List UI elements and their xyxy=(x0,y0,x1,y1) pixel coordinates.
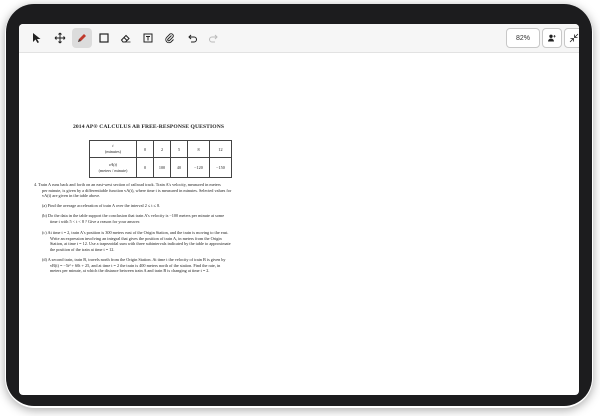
label-symbol: t xyxy=(112,143,114,148)
collaborate-button[interactable] xyxy=(542,28,562,48)
eraser-icon xyxy=(120,32,132,44)
text-line: (d) A second train, train B, travels north from the Origin Station. At time t the velocity of train B is given by xyxy=(42,257,226,262)
pen-icon xyxy=(76,32,88,44)
move-tool[interactable] xyxy=(50,28,70,48)
text-line: (c) At time t = 2, train A's position is 300 meters east of the Origin Station, and the train is moving to the east. xyxy=(42,230,229,235)
attach-tool[interactable] xyxy=(160,28,180,48)
redo-icon xyxy=(208,32,220,44)
label-symbol: vA(t) xyxy=(108,161,118,167)
table-header-cell xyxy=(90,141,137,158)
table-cell: −150 xyxy=(210,158,232,178)
table-cell: 0 xyxy=(137,141,154,158)
undo-button[interactable] xyxy=(182,28,202,48)
app-screen xyxy=(19,24,579,395)
rectangle-tool[interactable] xyxy=(94,28,114,48)
text-line: 4. Train A runs back and forth on an east-west section of railroad track. Train A's velocity, measured in meters xyxy=(34,182,221,187)
text-line: Write an expression involving an integral that gives the position of train A, in meters from the Origin xyxy=(50,235,222,241)
redo-button[interactable] xyxy=(204,28,224,48)
document-page xyxy=(19,53,579,395)
page-heading: 2014 AP® CALCULUS AB FREE-RESPONSE QUESTIONS xyxy=(73,124,225,130)
text-line: Station, at time t = 12. Use a trapezoidal sum with three subintervals indicated by the table to approximate xyxy=(50,241,231,247)
text-line: (b) Do the data in the table support the conclusion that train A's velocity is −100 meters per minute at some xyxy=(42,213,225,218)
move-icon xyxy=(54,32,66,44)
table-cell: 12 xyxy=(210,141,232,158)
table-cell: −120 xyxy=(188,158,210,178)
table-cell: 0 xyxy=(137,158,154,178)
table-row xyxy=(90,158,232,178)
label-unit: (minutes) xyxy=(104,149,122,154)
table-cell: 2 xyxy=(154,141,171,158)
paperclip-icon xyxy=(164,32,176,44)
zoom-level[interactable]: 82% xyxy=(506,28,540,48)
pen-tool[interactable] xyxy=(72,28,92,48)
pointer-icon xyxy=(31,32,43,44)
table-cell: 100 xyxy=(154,158,171,178)
text-line: vB(t) = −5t² + 60t + 25, and at time t = 2 the train is 400 meters north of the station. Find the rate, in xyxy=(50,262,221,268)
pointer-tool[interactable] xyxy=(27,28,47,48)
collapse-button[interactable] xyxy=(564,28,579,48)
table-cell: 8 xyxy=(188,141,210,158)
person-icon xyxy=(547,33,557,43)
text-line: per minute, is given by a differentiable function vA(t), where time t is measured in minutes. Selected values for xyxy=(42,187,232,193)
text-line: (a) Find the average acceleration of train A over the interval 2 ≤ t ≤ 8. xyxy=(42,203,161,208)
velocity-table xyxy=(89,140,232,178)
text-line: the position of the train at time t = 12. xyxy=(50,246,115,252)
text-line: vA(t) are given in the table above. xyxy=(42,193,101,199)
eraser-tool[interactable] xyxy=(116,28,136,48)
text-box-icon xyxy=(142,32,154,44)
tablet-frame xyxy=(6,4,592,406)
text-line: time t with 5 < t < 8 ? Give a reason for your answer. xyxy=(50,218,141,224)
label-unit: (meters / minute) xyxy=(98,167,128,173)
table-row xyxy=(90,141,232,158)
home-indicator[interactable] xyxy=(226,386,374,389)
table-header-cell xyxy=(90,158,137,178)
text-box-tool[interactable] xyxy=(138,28,158,48)
table-cell: 5 xyxy=(171,141,188,158)
undo-icon xyxy=(186,32,198,44)
collapse-icon xyxy=(569,33,579,43)
text-line: meters per minute, at which the distance between train A and train B is changing at time t = 2. xyxy=(50,268,210,274)
rectangle-icon xyxy=(98,32,110,44)
table-cell: 40 xyxy=(171,158,188,178)
toolbar xyxy=(19,24,579,53)
